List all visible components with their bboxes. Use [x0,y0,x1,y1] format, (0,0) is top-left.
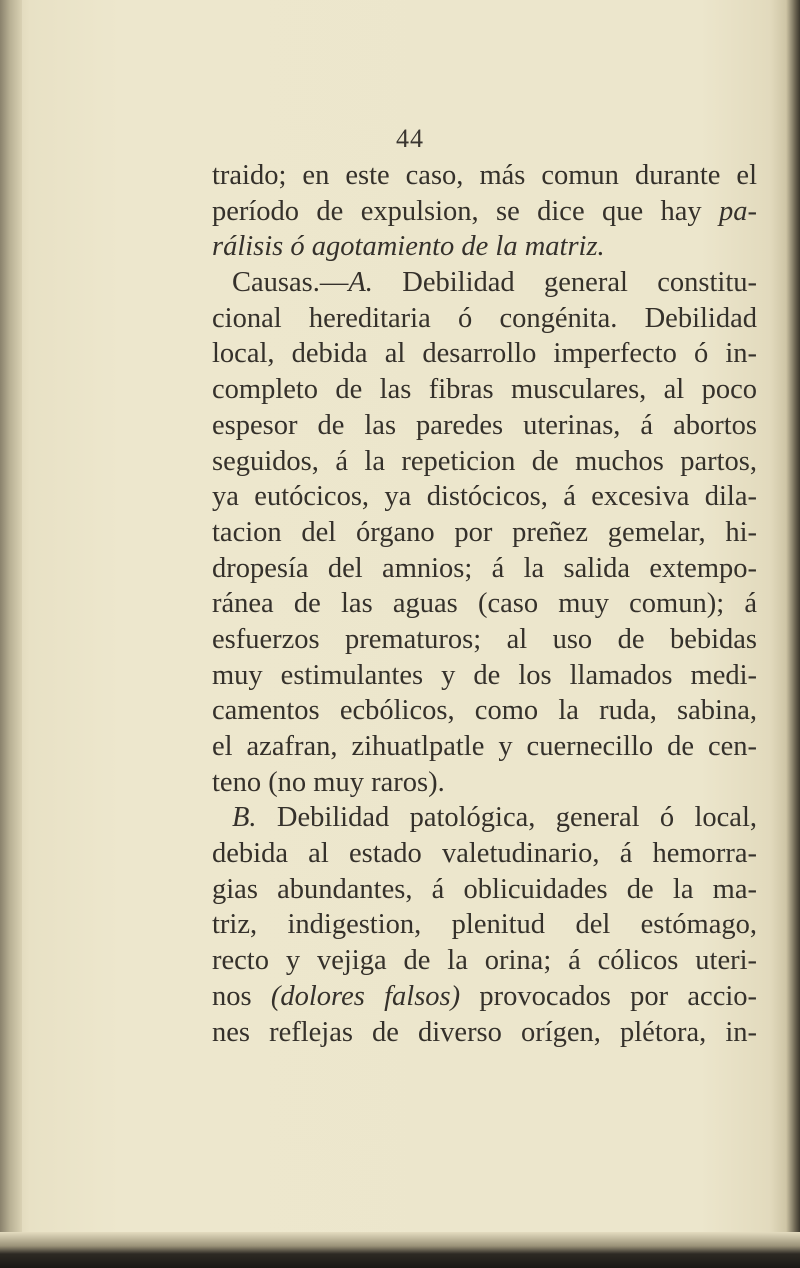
text-segment: espesor de las paredes uterinas, á abortos [212,409,757,441]
text-line [212,729,757,765]
text-segment: esfuerzos prematuros; al uso de bebidas [212,623,757,655]
text-line [212,158,757,194]
body-text [212,158,757,1050]
text-line [212,622,757,658]
text-line [212,658,757,694]
text-segment: nos [212,980,271,1012]
text-line [212,444,757,480]
text-segment: cional hereditaria ó congénita. Debilidad [212,302,757,334]
italic-text-segment: rálisis ó agotamiento de la matriz. [212,231,605,263]
text-line [212,372,757,408]
page-binding-shadow [0,0,22,1268]
text-line [212,515,757,551]
text-segment: traido; en este caso, más comun durante el [212,160,757,191]
text-segment: ya eutócicos, ya distócicos, á excesiva dila- [212,481,757,513]
text-line [212,479,757,515]
italic-text-segment: (dolores falsos) [270,980,461,1012]
page-bottom-edge [0,1232,800,1268]
text-segment: muy estimulantes y de los llamados medi- [212,659,757,691]
text-segment: triz, indigestion, plenitud del estómago, [212,909,757,941]
text-line [212,551,757,587]
text-segment: período de expulsion, se dice que hay [212,195,719,227]
page-right-edge [786,0,800,1268]
text-line [212,765,757,801]
text-segment: gias abundantes, á oblicuidades de la ma- [212,873,757,905]
text-line [212,979,757,1015]
text-line [212,301,757,337]
text-line [212,1015,757,1051]
italic-text-segment: A. [348,267,373,299]
text-line [212,800,757,836]
text-line [212,336,757,372]
text-line [212,943,757,979]
text-line [212,408,757,444]
italic-text-segment: B. [232,802,257,834]
text-segment: nes reflejas de diverso orígen, plétora, in- [212,1016,757,1048]
text-line [212,194,757,230]
text-segment: local, debida al desarrollo imperfecto ó in- [212,338,757,370]
text-segment: seguidos, á la repeticion de muchos partos, [212,445,757,477]
text-line [212,872,757,908]
text-segment: debida al estado valetudinario, á hemorra- [212,838,757,870]
text-line [212,265,757,301]
italic-text-segment: pa- [719,195,757,227]
text-segment: Debilidad patológica, general ó local, [256,802,757,834]
text-segment: dropesía del amnios; á la salida extempo- [212,552,757,584]
text-segment: provocados por accio- [460,980,758,1012]
text-segment: camentos ecbólicos, como la ruda, sabina, [212,695,757,727]
text-segment: Debilidad general constitu- [372,267,757,299]
text-line [212,229,757,265]
text-segment: tacion del órgano por preñez gemelar, hi- [212,516,757,548]
text-segment: teno (no muy raros). [212,766,445,798]
text-line [212,693,757,729]
page-number: 44 [396,124,424,153]
text-segment: recto y vejiga de la orina; á cólicos uteri- [212,945,757,977]
text-segment: completo de las fibras musculares, al poco [212,374,757,406]
text-line [212,836,757,872]
text-segment: ránea de las aguas (caso muy comun); á [212,588,757,620]
text-segment: el azafran, zihuatlpatle y cuernecillo de cen- [212,731,757,762]
text-line [212,586,757,622]
text-segment: Causas.— [232,267,349,299]
text-line [212,907,757,943]
